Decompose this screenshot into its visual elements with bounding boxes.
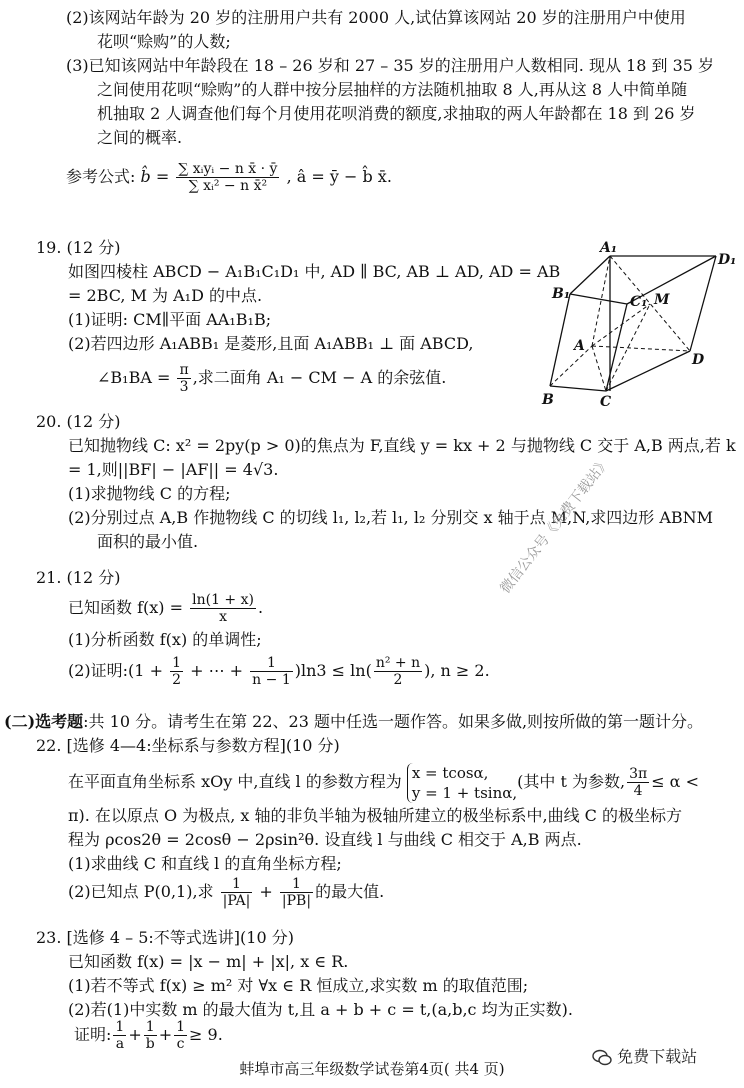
q19-line1: 如图四棱柱 ABCD − A₁B₁C₁D₁ 中, AD ∥ BC, AB ⊥ AD, AD = AB [68, 262, 561, 281]
q23-heading: 23. [选修 4 – 5:不等式选讲](10 分) [36, 928, 294, 947]
optional-section-title: (二)选考题 [4, 712, 84, 731]
prism-figure [530, 236, 740, 414]
label-M: M [654, 292, 670, 308]
reference-formula: 参考公式: b̂ = $\frac{\text{∑ xᵢyᵢ − n x̄ · ȳ}}{\text{∑ xᵢ² − n x̄²}}$ , â = ȳ − b̂ x̄. [66, 161, 392, 194]
q18-part3-line4: 之间的概率. [97, 128, 183, 147]
q23-line3: (2)若(1)中实数 m 的最大值为 t,且 a + b + c = t,(a,b,c 均为正实数). [68, 1000, 573, 1019]
q20-line2: = 1,则||BF| − |AF|| = 4√3. [68, 460, 279, 479]
q22-line5: (2)已知点 P(0,1),求 $\frac{1}{|PA|}$ + $\frac{1}{|PB|}$ 的最大值. [68, 876, 385, 909]
q20-heading: 20. (12 分) [36, 412, 121, 431]
q19-heading: 19. (12 分) [36, 238, 121, 257]
q21-line2: (1)分析函数 f(x) 的单调性; [68, 630, 262, 649]
label-A1: A₁ [600, 240, 617, 256]
label-B1: B₁ [552, 286, 570, 302]
label-A: A [574, 338, 585, 354]
label-D1: D₁ [718, 252, 737, 268]
formula-label: 参考公式: [66, 167, 136, 186]
q19-line2: = 2BC, M 为 A₁D 的中点. [68, 286, 263, 305]
formula-denominator: ∑ xᵢ² − n x̄² [188, 178, 268, 194]
q22-line4: (1)求曲线 C 和直线 l 的直角坐标方程; [68, 854, 342, 873]
q19-line3: (1)证明: CM∥平面 AA₁B₁B; [68, 310, 272, 329]
q18-part3-line2: 之间使用花呗“赊购”的人群中按分层抽样的方法随机抽取 8 人,再从这 8 人中简单随 [97, 80, 688, 99]
q23-line1: 已知函数 f(x) = |x − m| + |x|, x ∈ R. [68, 952, 349, 971]
label-D: D [692, 352, 705, 368]
watermark-text: 微信公众号《免费下载站》 [497, 454, 614, 597]
q18-part2-line1: (2)该网站年龄为 20 岁的注册用户共有 2000 人,试估算该网站 20 岁的注册用户中使用 [66, 8, 686, 27]
brand-name: 免费下载站 [617, 1047, 698, 1066]
page-footer: 蚌埠市高三年级数学试卷第4页( 共4 页) [239, 1060, 505, 1078]
optional-section-intro: (二)选考题:共 10 分。请考生在第 22、23 题中任选一题作答。如果多做,则按所做的第一题计分。 [4, 712, 704, 731]
q21-line3: (2)证明:(1 + $\frac{1}{2}$ + ⋯ + $\frac{1}{n - 1}$ )ln3 ≤ ln( $\frac{\text{n² + n}}{2}$ ), n ≥ 2. [68, 655, 490, 688]
pi-over-3-fraction: $\frac{\pi}{3}$ [179, 362, 189, 395]
q23-line2: (1)若不等式 f(x) ≥ m² 对 ∀x ∈ R 恒成立,求实数 m 的取值范围; [68, 976, 529, 995]
parametric-system: x = tcosα, y = 1 + tsinα, [407, 763, 517, 803]
ln-fraction: $\frac{\ln(1 + x)}{x}$ [192, 592, 254, 625]
q18-part3-line3: 机抽取 2 人调查他们每个月使用花呗消费的额度,求抽取的两人年龄都在 18 到 26 岁 [97, 104, 696, 123]
label-B: B [542, 392, 554, 408]
q22-heading: 22. [选修 4—4:坐标系与参数方程](10 分) [36, 736, 340, 755]
q19-line4: (2)若四边形 A₁ABB₁ 是菱形,且面 A₁ABB₁ ⊥ 面 ABCD, [68, 334, 474, 353]
label-C: C [600, 394, 612, 410]
q21-heading: 21. (12 分) [36, 568, 121, 587]
label-C1: C₁ [630, 294, 648, 310]
formula-fraction [176, 161, 279, 194]
q19-line5: ∠B₁BA = $\frac{\pi}{3}$ ,求二面角 A₁ − CM − A 的余弦值. [97, 362, 447, 395]
q21-line1: 已知函数 f(x) = $\frac{\ln(1 + x)}{x}$ . [68, 592, 264, 625]
q20-line3: (1)求抛物线 C 的方程; [68, 484, 231, 503]
q23-line4: 证明: $\frac{1}{a}$ + $\frac{1}{b}$ + $\frac{1}{c}$ ≥ 9. [74, 1019, 223, 1052]
formula-numerator: ∑ xᵢyᵢ − n x̄ · ȳ [178, 161, 278, 177]
q20-line5: 面积的最小值. [97, 532, 199, 551]
q22-line2: π). 在以原点 O 为极点, x 轴的非负半轴为极轴所建立的极坐标系中,曲线 C 的极坐标方 [68, 806, 683, 825]
q22-line3: 程为 ρcos2θ = 2cosθ − 2ρsin²θ. 设直线 l 与曲线 C 相交于 A,B 两点. [68, 830, 582, 849]
q22-line1: 在平面直角坐标系 xOy 中,直线 l 的参数方程为 x = tcosα, y = 1 + tsinα, (其中 t 为参数, $\frac{3\pi}{4}$ ≤ α < [68, 763, 699, 802]
q18-part2-line2: 花呗“赊购”的人数; [97, 32, 231, 51]
q20-line4: (2)分别过点 A,B 作抛物线 C 的切线 l₁, l₂,若 l₁, l₂ 分别交 x 轴于点 M,N,求四边形 ABNM [68, 508, 714, 527]
formula-tail: , â = ȳ − b̂ x̄. [286, 167, 392, 186]
q18-part3-line1: (3)已知该网站中年龄段在 18 – 26 岁和 27 – 35 岁的注册用户人数相同. 现从 18 到 35 岁 [66, 56, 715, 75]
q20-line1: 已知抛物线 C: x² = 2py(p > 0)的焦点为 F,直线 y = kx + 2 与抛物线 C 交于 A,B 两点,若 k [68, 436, 736, 455]
